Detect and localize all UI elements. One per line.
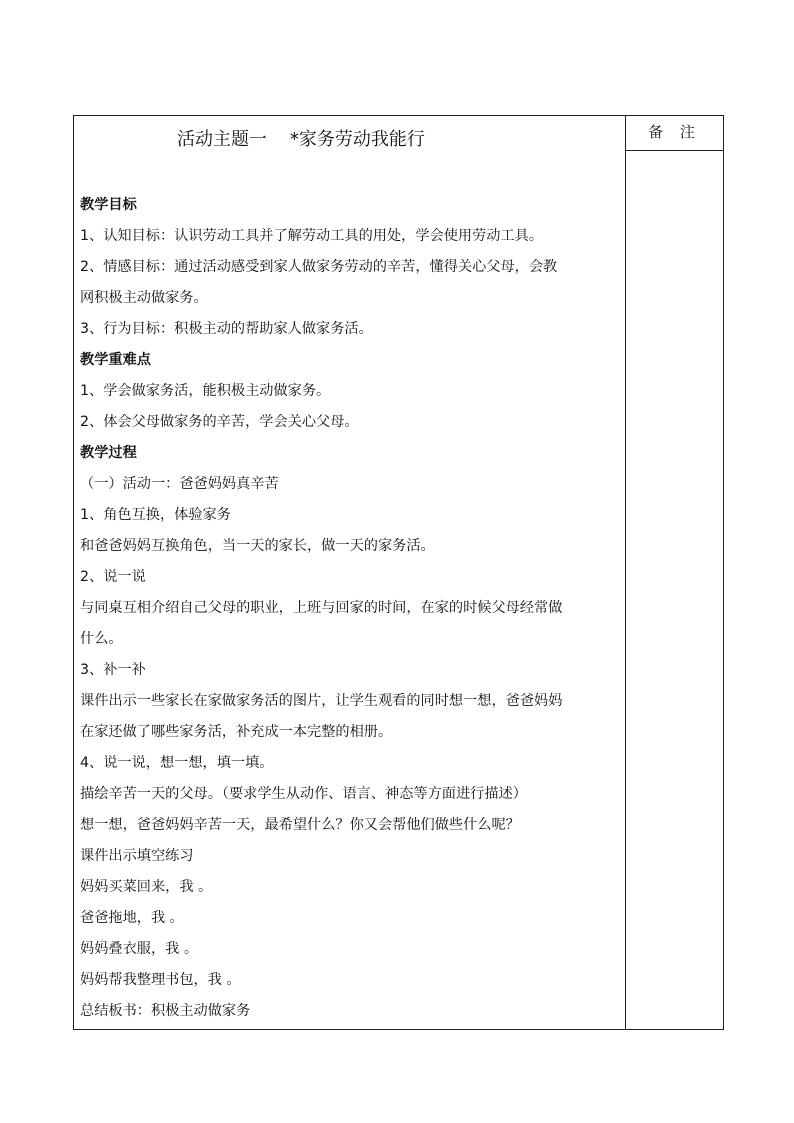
- content-line: 2、说一说: [80, 569, 146, 585]
- content-line: 课件出示一些家长在家做家务活的图片，让学生观看的同时想一想，爸爸妈妈: [80, 693, 563, 709]
- content-line: 描绘辛苦一天的父母。（要求学生从动作、语言、神态等方面进行描述）: [80, 786, 527, 802]
- content-line: 课件出示填空练习: [80, 848, 194, 864]
- content-line: 4、说一说，想一想，填一填。: [80, 755, 274, 771]
- content-line: 总结板书：积极主动做家务: [80, 1003, 251, 1019]
- content-line: 2、情感目标：通过活动感受到家人做家务劳动的辛苦，懂得关心父母，会教: [80, 259, 558, 275]
- content-line: 在家还做了哪些家务活，补充成一本完整的相册。: [80, 724, 393, 740]
- content-line: 妈妈叠衣服，我 。: [80, 941, 199, 957]
- content-line: 1、认知目标：认识劳动工具并了解劳动工具的用处，学会使用劳动工具。: [80, 228, 544, 244]
- content-line: （一）活动一：爸爸妈妈真辛苦: [80, 476, 279, 492]
- content-line: 1、角色互换，体验家务: [80, 507, 231, 523]
- content-line: 什么。: [80, 631, 123, 647]
- content-line: 2、体会父母做家务的辛苦，学会关心父母。: [80, 414, 359, 430]
- content-line: 网积极主动做家务。: [80, 290, 208, 306]
- content-line: 3、补一补: [80, 662, 146, 678]
- content-column: [74, 116, 625, 1029]
- lesson-content: [80, 191, 620, 1028]
- section-heading: 教学过程: [80, 445, 137, 461]
- content-line: 妈妈帮我整理书包，我 。: [80, 972, 241, 988]
- content-line: 与同桌互相介绍自己父母的职业，上班与回家的时间，在家的时候父母经常做: [80, 600, 563, 616]
- column-divider: [625, 116, 626, 1029]
- content-line: 1、学会做家务活，能积极主动做家务。: [80, 383, 331, 399]
- notes-column-header: 备 注: [626, 116, 723, 151]
- document-title: 活动主题一 *家务劳动我能行: [177, 129, 425, 150]
- content-line: 和爸爸妈妈互换角色，当一天的家长，做一天的家务活。: [80, 538, 435, 554]
- content-line: 想一想，爸爸妈妈辛苦一天，最希望什么？你又会帮他们做些什么呢？: [80, 817, 520, 833]
- lesson-plan-table: [73, 115, 724, 1030]
- content-line: 爸爸拖地，我 。: [80, 910, 184, 926]
- section-heading: 教学重难点: [80, 352, 151, 368]
- section-heading: 教学目标: [80, 197, 137, 213]
- content-line: 3、行为目标：积极主动的帮助家人做家务活。: [80, 321, 373, 337]
- content-line: 妈妈买菜回来，我 。: [80, 879, 213, 895]
